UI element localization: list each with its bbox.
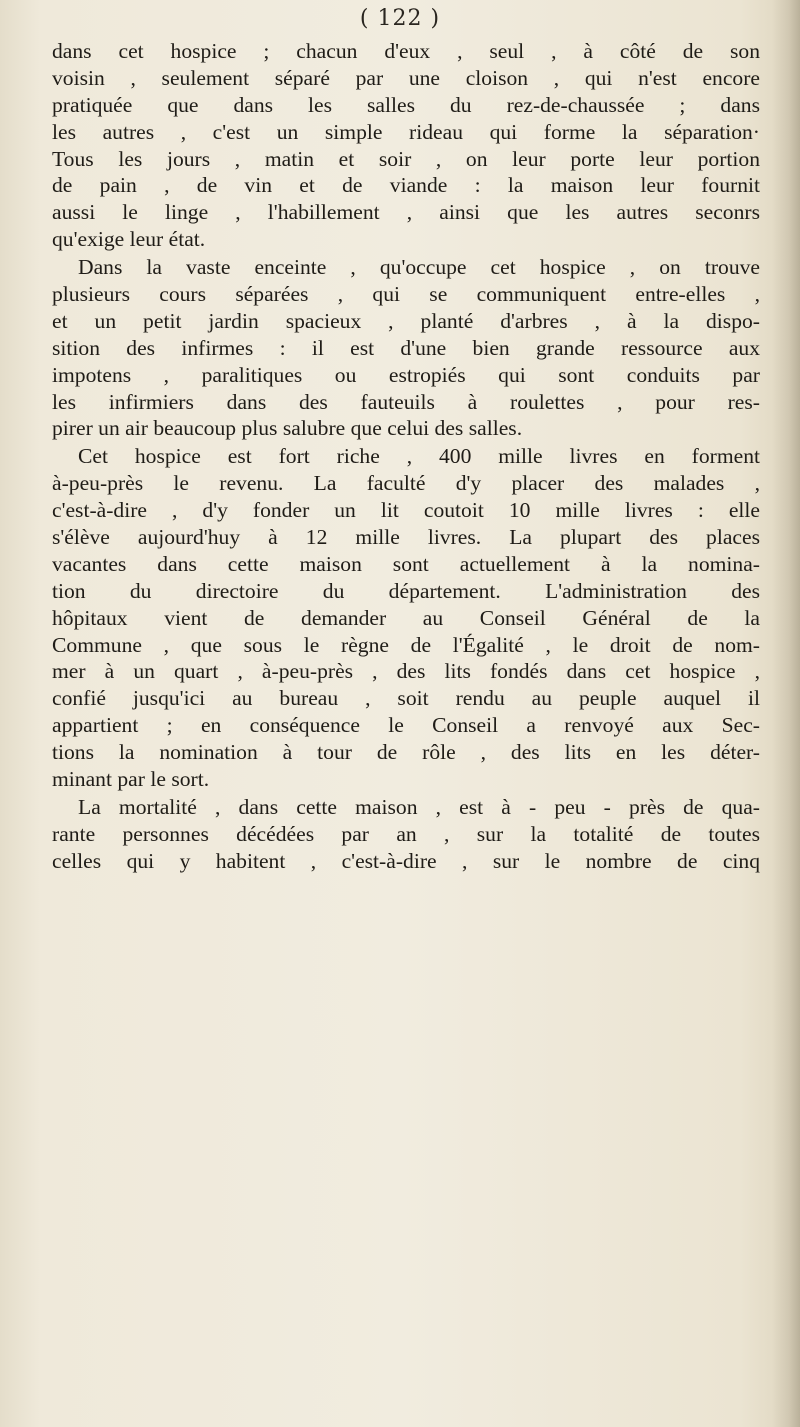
text-line: sition des infirmes : il est d'une bien grande ressource aux: [52, 335, 760, 360]
page-number: ( 122 ): [359, 6, 441, 31]
body-text: [52, 38, 760, 875]
page-edge-shadow: [772, 0, 800, 1427]
text-line: et un petit jardin spacieux , planté d'arbres , à la dispo-: [52, 308, 760, 333]
text-line: de pain , de vin et de viande : la maison leur fournit: [52, 173, 760, 198]
text-line: hôpitaux vient de demander au Conseil Général de la: [52, 605, 760, 630]
text-line: plusieurs cours séparées , qui se communiquent entre-elles ,: [52, 282, 760, 307]
text-line: les autres , c'est un simple rideau qui forme la séparation·: [52, 119, 760, 144]
text-line: La mortalité , dans cette maison , est à - peu - près de qua-: [78, 794, 760, 819]
text-line: rante personnes décédées par an , sur la totalité de toutes: [52, 821, 760, 846]
text-line: Commune , que sous le règne de l'Égalité , le droit de nom-: [52, 632, 760, 657]
text-line: voisin , seulement séparé par une cloison , qui n'est encore: [52, 65, 760, 90]
text-line: Cet hospice est fort riche , 400 mille livres en forment: [78, 444, 760, 469]
text-line: s'élève aujourd'huy à 12 mille livres. La plupart des places: [52, 525, 760, 550]
text-line: vacantes dans cette maison sont actuellement à la nomina-: [52, 551, 760, 576]
text-line: à-peu-près le revenu. La faculté d'y placer des malades ,: [52, 471, 760, 496]
text-line: minant par le sort.: [52, 767, 210, 792]
text-line: c'est-à-dire , d'y fonder un lit coutoit 10 mille livres : elle: [52, 498, 760, 523]
text-line: impotens , paralitiques ou estropiés qui sont conduits par: [52, 362, 760, 387]
text-line: tions la nomination à tour de rôle , des lits en les déter-: [52, 740, 760, 765]
text-line: celles qui y habitent , c'est-à-dire , sur le nombre de cinq: [52, 848, 760, 873]
text-line: pirer un air beaucoup plus salubre que celui des salles.: [52, 416, 523, 441]
text-line: Tous les jours , matin et soir , on leur porte leur portion: [52, 146, 760, 171]
text-line: appartient ; en conséquence le Conseil a renvoyé aux Sec-: [52, 713, 760, 738]
text-line: confié jusqu'ici au bureau , soit rendu au peuple auquel il: [52, 686, 760, 711]
text-line: Dans la vaste enceinte , qu'occupe cet hospice , on trouve: [78, 255, 760, 280]
text-line: qu'exige leur état.: [52, 227, 206, 252]
text-line: mer à un quart , à-peu-près , des lits fondés dans cet hospice ,: [52, 659, 760, 684]
text-line: aussi le linge , l'habillement , ainsi que les autres seconrs: [52, 200, 760, 225]
text-line: les infirmiers dans des fauteuils à roulettes , pour res-: [52, 389, 760, 414]
text-line: pratiquée que dans les salles du rez-de-chaussée ; dans: [52, 92, 760, 117]
text-line: tion du directoire du département. L'administration des: [52, 578, 760, 603]
text-line: dans cet hospice ; chacun d'eux , seul , à côté de son: [52, 39, 760, 63]
